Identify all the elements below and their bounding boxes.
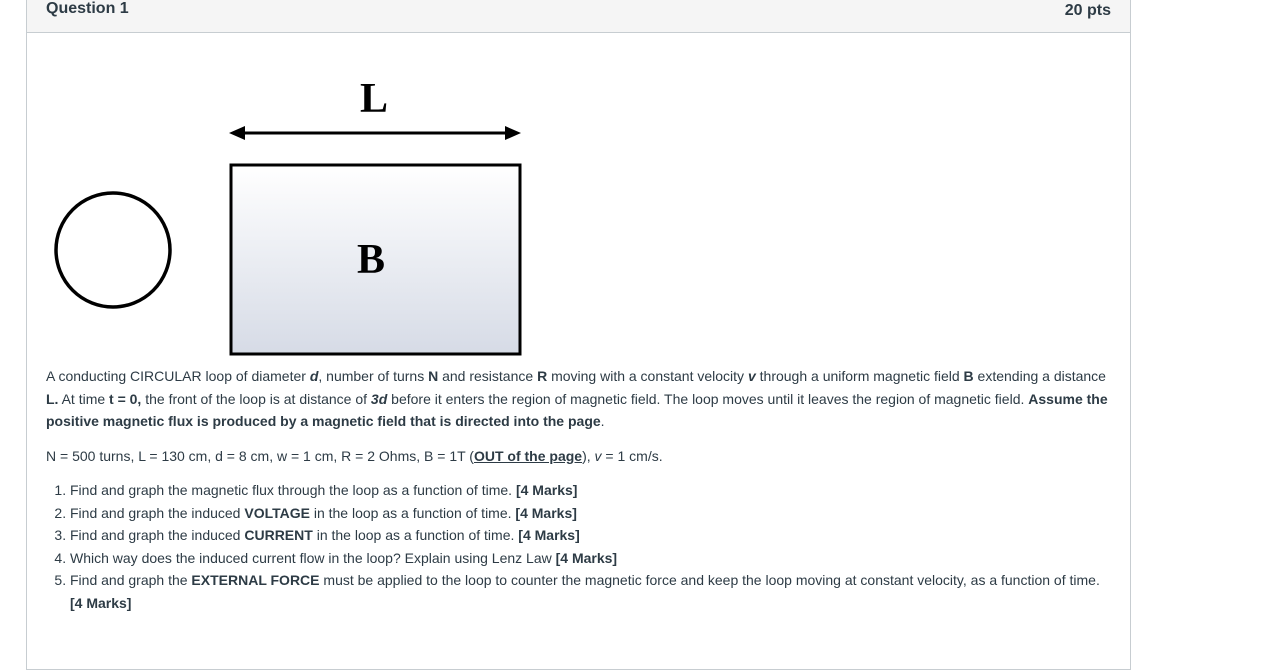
text: Find and graph the magnetic flux through the loop as a function of time. <box>70 482 516 498</box>
question-title: Question 1 <box>46 0 129 17</box>
text: must be applied to the loop to counter the magnetic force and keep the loop moving at constant velocity, as a function of time. <box>319 572 1100 588</box>
task-item <box>70 524 1111 547</box>
task-item <box>70 502 1111 525</box>
text: Which way does the induced current flow in the loop? Explain using Lenz Law <box>70 549 556 566</box>
marks: [4 Marks] <box>70 594 132 611</box>
text: the front of the loop is at distance of <box>141 390 371 407</box>
assumption: Assume the positive magnetic flux is produced by a magnetic field that is directed into the page <box>46 390 1108 429</box>
text: N = 500 turns, L = 130 cm, d = 8 cm, w = 1 cm, R = 2 Ohms, B = 1T ( <box>46 447 474 464</box>
marks: [4 Marks] <box>515 482 578 498</box>
marks: [4 Marks] <box>555 549 618 566</box>
text: before it enters the region of magnetic field. The loop moves until it leaves the region of magnetic field. <box>387 390 1029 407</box>
symbol-n: N <box>428 368 439 384</box>
marks: [4 Marks] <box>515 504 577 521</box>
text: At time <box>58 390 110 407</box>
text: ), <box>582 447 595 464</box>
problem-statement <box>46 365 1111 433</box>
text: extending a distance <box>973 368 1106 384</box>
field-direction: OUT of the page <box>473 447 583 464</box>
task-item <box>70 569 1111 614</box>
task-item <box>70 479 1111 502</box>
length-label: L <box>359 76 389 122</box>
text: A conducting CIRCULAR loop of diameter <box>46 368 310 384</box>
text: Find and graph the induced <box>70 504 245 521</box>
text: and resistance <box>438 368 538 384</box>
time-zero: t = 0, <box>109 390 142 407</box>
problem-diagram <box>1 1 601 361</box>
emphasis: EXTERNAL FORCE <box>191 572 320 588</box>
text: , number of turns <box>318 368 429 384</box>
task-item <box>70 547 1111 570</box>
symbol-v: v <box>747 368 756 384</box>
length-arrow <box>229 126 521 140</box>
text: Find and graph the induced <box>70 527 245 543</box>
symbol-3d: 3d <box>370 390 388 407</box>
symbol-r: R <box>537 368 548 384</box>
text: moving with a constant velocity <box>547 368 748 384</box>
text: in the loop as a function of time. <box>309 504 516 521</box>
symbol-l: L. <box>46 390 59 407</box>
emphasis: CURRENT <box>244 527 313 543</box>
text: through a uniform magnetic field <box>755 368 964 384</box>
symbol-b: B <box>963 368 974 384</box>
question-card <box>26 0 1131 670</box>
question-text <box>46 365 1111 614</box>
task-list <box>46 479 1111 614</box>
text: . <box>600 413 605 429</box>
conducting-loop <box>56 193 170 307</box>
text: = 1 cm/s. <box>601 447 663 464</box>
question-points: 20 pts <box>1064 2 1111 19</box>
text: in the loop as a function of time. <box>312 527 519 543</box>
symbol-v: v <box>594 447 602 464</box>
field-label: B <box>356 237 386 283</box>
marks: [4 Marks] <box>518 527 580 543</box>
emphasis: VOLTAGE <box>244 504 310 521</box>
parameters <box>46 445 1111 468</box>
symbol-d: d <box>309 368 319 384</box>
text: Find and graph the <box>70 572 192 588</box>
